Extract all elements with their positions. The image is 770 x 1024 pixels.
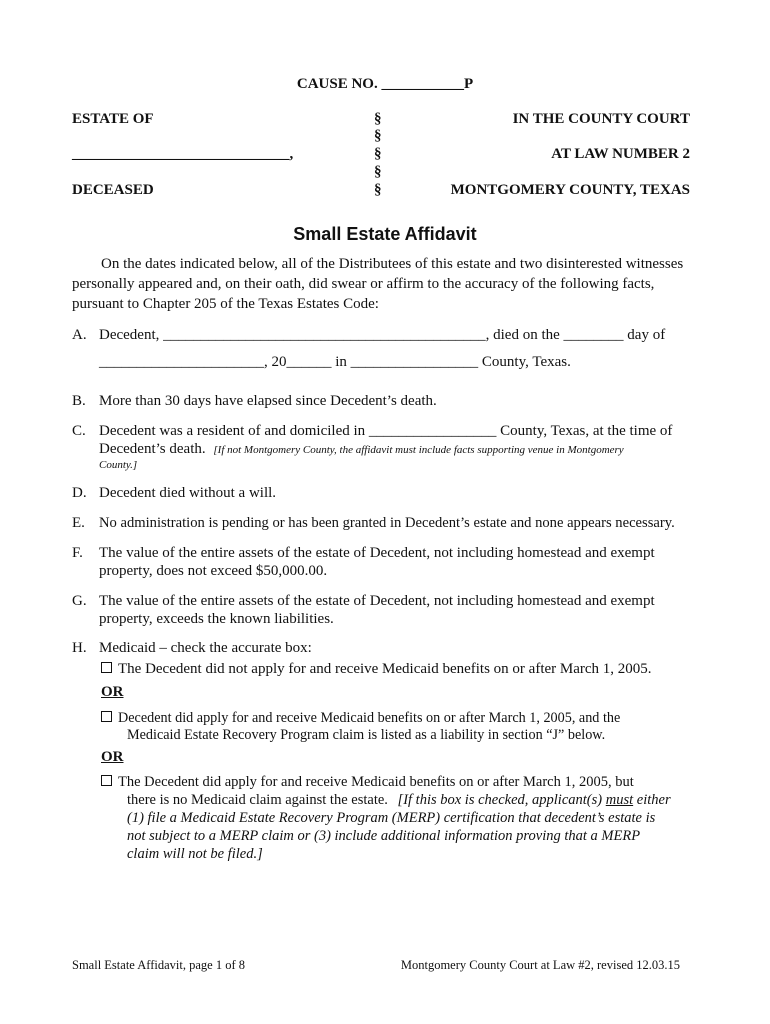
item-letter-h: H.	[72, 640, 87, 656]
item-c-venue-note: [If not Montgomery County, the affidavit must include facts supporting venue in Montgomery	[213, 444, 624, 456]
item-f-line-2: property, does not exceed $50,000.00.	[99, 563, 328, 579]
medicaid-option-2[interactable]	[101, 710, 620, 727]
medicaid-option-3[interactable]	[101, 774, 634, 791]
medicaid-option-3-label-1: The Decedent did apply for and receive Medicaid benefits on or after March 1, 2005, but	[118, 774, 634, 790]
item-letter-a: A.	[72, 327, 87, 343]
medicaid-option-1-label: The Decedent did not apply for and receive Medicaid benefits on or after March 1, 2005.	[118, 661, 652, 677]
medicaid-option-3-label-2: there is no Medicaid claim against the estate.	[127, 792, 388, 808]
item-c-line-1: Decedent was a resident of and domiciled in _________________ County, Texas, at the time of	[99, 423, 673, 439]
item-a-line-1: Decedent, ___________________________________________, died on the ________ day of	[99, 327, 666, 343]
document-title: Small Estate Affidavit	[293, 224, 477, 244]
item-c-death-text: Decedent’s death.	[99, 441, 206, 457]
cause-number: CAUSE NO. ___________P	[296, 76, 474, 92]
medicaid-option-3-note-line-4: not subject to a MERP claim or (3) include additional information proving that a MERP	[127, 828, 641, 844]
court-line-3: MONTGOMERY COUNTY, TEXAS	[450, 182, 690, 198]
deceased-label: DECEASED	[72, 182, 154, 198]
item-d-text: Decedent died without a will.	[99, 485, 277, 501]
medicaid-option-3-note-line-3: (1) file a Medicaid Estate Recovery Program (MERP) certification that decedent’s estate is	[127, 810, 656, 826]
item-g-line-1: The value of the entire assets of the estate of Decedent, not including homestead and exempt	[99, 593, 655, 609]
item-a-line-2: ______________________, 20______ in _________________ County, Texas.	[99, 354, 571, 370]
or-separator: OR	[101, 749, 124, 765]
court-line-1: IN THE COUNTY COURT	[512, 111, 690, 127]
footer-page-info: Small Estate Affidavit, page 1 of 8	[72, 958, 245, 972]
estate-of-label: ESTATE OF	[72, 111, 154, 127]
item-f-line-1: The value of the entire assets of the estate of Decedent, not including homestead and exempt	[99, 545, 655, 561]
medicaid-option-1[interactable]	[101, 661, 652, 678]
section-mark: §	[374, 128, 382, 144]
court-line-2: AT LAW NUMBER 2	[551, 146, 690, 162]
medicaid-option-3-line-2	[127, 792, 671, 809]
medicaid-option-1-checkbox[interactable]	[101, 662, 112, 673]
section-mark: §	[374, 164, 382, 180]
medicaid-option-3-note-line-5: claim will not be filed.]	[127, 846, 263, 862]
item-b-text: More than 30 days have elapsed since Decedent’s death.	[99, 393, 437, 409]
medicaid-option-2-label-2: Medicaid Estate Recovery Program claim is listed as a liability in section “J” below.	[127, 727, 606, 743]
section-mark: §	[374, 111, 382, 127]
medicaid-option-3-note-b: either	[636, 792, 671, 808]
item-c-venue-note-end: County.]	[99, 459, 138, 471]
medicaid-option-3-note-a: [If this box is checked, applicant(s)	[397, 792, 603, 808]
medicaid-option-2-checkbox[interactable]	[101, 711, 112, 722]
item-letter-b: B.	[72, 393, 86, 409]
item-h-heading: Medicaid – check the accurate box:	[99, 640, 312, 656]
item-letter-f: F.	[72, 545, 83, 561]
item-letter-d: D.	[72, 485, 87, 501]
intro-paragraph: On the dates indicated below, all of the Distributees of this estate and two disinterested witnesses personally appeared and, on their oath, did swear or affirm to the accuracy of the following facts, pursuant to Chapter 205 of the Texas Estates Code:	[72, 256, 684, 312]
item-letter-c: C.	[72, 423, 86, 439]
section-mark: §	[374, 146, 382, 162]
item-letter-g: G.	[72, 593, 87, 609]
estate-name-blank: _____________________________,	[72, 146, 294, 162]
medicaid-option-3-checkbox[interactable]	[101, 775, 112, 786]
medicaid-option-3-must: must	[605, 792, 634, 808]
item-g-line-2: property, exceeds the known liabilities.	[99, 611, 334, 627]
section-mark: §	[374, 182, 382, 198]
or-separator: OR	[101, 684, 124, 700]
item-letter-e: E.	[72, 515, 85, 531]
footer-revision: Montgomery County Court at Law #2, revised 12.03.15	[400, 958, 680, 972]
item-e-text: No administration is pending or has been granted in Decedent’s estate and none appears necessary.	[99, 515, 675, 531]
medicaid-option-2-label-1: Decedent did apply for and receive Medicaid benefits on or after March 1, 2005, and the	[118, 710, 621, 726]
item-c-line-2	[99, 441, 624, 458]
